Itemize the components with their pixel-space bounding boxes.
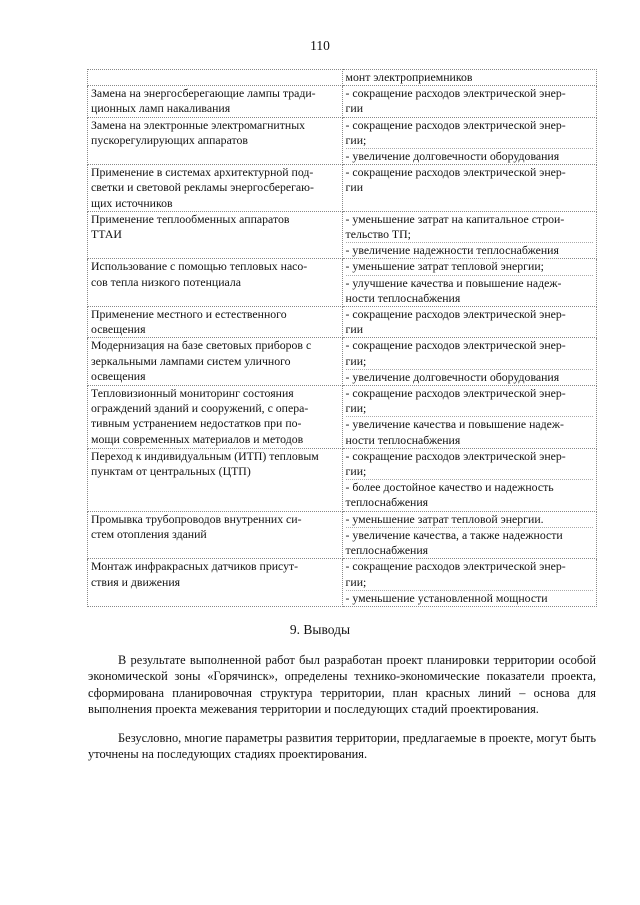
- table-row: [88, 70, 597, 86]
- measure-cell: [88, 559, 343, 607]
- measure-text: Применение теплообменных аппаратов ТТАИ: [91, 211, 290, 242]
- effect-item: - уменьшение затрат тепловой энергии;: [346, 259, 593, 275]
- effect-item: - улучшение качества и повышение надеж- ности теплоснабжения: [345, 275, 562, 305]
- measure-cell: [88, 386, 343, 449]
- effect-item: - сокращение расходов электрической энер- гии;: [346, 559, 593, 590]
- measure-text: Промывка трубопроводов внутренних си- стем отопления зданий: [91, 511, 302, 541]
- measure-cell: [88, 70, 343, 86]
- measure-text: Использование с помощью тепловых насо- сов тепла низкого потенциала: [91, 259, 308, 289]
- table-row: [88, 338, 597, 386]
- effect-cell: [342, 211, 596, 259]
- table-row: [88, 559, 597, 607]
- effect-cell: [342, 117, 596, 165]
- effect-cell: [342, 386, 596, 449]
- effect-item: - сокращение расходов электрической энер- гии;: [346, 449, 593, 480]
- page-number: 110: [310, 38, 330, 53]
- effect-item: - увеличение долговечности оборудования: [345, 369, 560, 384]
- measure-cell: [88, 448, 343, 511]
- effect-cell: [342, 511, 596, 559]
- measure-text: Применение местного и естественного освещения: [91, 307, 287, 337]
- effect-item: - сокращение расходов электрической энер- гии: [345, 165, 566, 195]
- measures-table: [87, 69, 597, 607]
- effect-cell: [342, 259, 596, 307]
- effect-item: - сокращение расходов электрической энер- гии;: [346, 386, 593, 417]
- table-row: [88, 165, 597, 212]
- effect-item: - сокращение расходов электрической энер- гии: [345, 86, 566, 116]
- table-row: [88, 117, 597, 165]
- measure-cell: [88, 511, 343, 559]
- measure-cell: [88, 259, 343, 307]
- measure-cell: [88, 165, 343, 212]
- effect-item: - увеличение качества, а также надежности теплоснабжения: [345, 527, 563, 558]
- effect-cell: [342, 165, 596, 212]
- table-row: [88, 86, 597, 117]
- effect-item: монт электроприемников: [345, 70, 473, 84]
- conclusion-paragraph-2: Безусловно, многие параметры развития территории, предлагаемые в проекте, могут быть уточнены на последующих стадиях проектирования.: [88, 731, 596, 762]
- section-heading: 9. Выводы: [289, 622, 351, 637]
- effect-item: - увеличение долговечности оборудования: [345, 149, 560, 164]
- table-row: [88, 259, 597, 307]
- table-row: [88, 511, 597, 559]
- effect-cell: [342, 559, 596, 607]
- measure-cell: [88, 211, 343, 259]
- effect-item: - уменьшение затрат на капитальное строи- тельство ТП;: [346, 212, 593, 243]
- measure-text: Модернизация на базе световых приборов с зеркальными лампами систем уличного освещения: [91, 338, 312, 383]
- measure-cell: [88, 307, 343, 338]
- measure-text: Переход к индивидуальным (ИТП) тепловым пунктам от центральных (ЦТП): [91, 448, 319, 479]
- effect-item: - уменьшение затрат тепловой энергии.: [346, 512, 593, 528]
- table-row: [88, 448, 597, 511]
- table-row: [88, 211, 597, 259]
- effect-item: - сокращение расходов электрической энер- гии: [345, 307, 566, 337]
- table-row: [88, 386, 597, 449]
- measure-text: Тепловизионный мониторинг состояния ограждений зданий и сооружений, с опера- тивным устранением недостатков при по- мощи современных материалов и методов: [91, 386, 309, 446]
- effect-item: - увеличение надежности теплоснабжения: [345, 243, 559, 258]
- measure-cell: [88, 86, 343, 117]
- effect-cell: [342, 70, 596, 86]
- effect-item: - более достойное качество и надежность теплоснабжения: [345, 480, 554, 510]
- conclusion-paragraph-1: В результате выполненной работ был разработан проект планировки территории особой экономической зоны «Горячинск», определены технико-экономические показатели проекта, сформирована планировочная структура территории, план красных линий – основа для выполнения проекта межевания территории и последующих стадий проектирования.: [88, 653, 596, 716]
- measure-text: Замена на электронные электромагнитных пускорегулирующих аппаратов: [91, 117, 306, 147]
- measure-cell: [88, 117, 343, 165]
- effect-cell: [342, 307, 596, 338]
- effect-item: - сокращение расходов электрической энер- гии;: [346, 338, 593, 369]
- effect-item: - уменьшение установленной мощности: [345, 590, 548, 605]
- table-row: [88, 307, 597, 338]
- effect-cell: [342, 448, 596, 511]
- effect-cell: [342, 338, 596, 386]
- effect-item: - сокращение расходов электрической энер- гии;: [346, 118, 593, 149]
- measure-text: Применение в системах архитектурной под- светки и световой рекламы энергосберегаю- щих источников: [91, 165, 314, 210]
- measure-cell: [88, 338, 343, 386]
- effect-cell: [342, 86, 596, 117]
- effect-item: - увеличение качества и повышение надеж- ности теплоснабжения: [345, 417, 564, 447]
- measure-text: Замена на энергосберегающие лампы тради- ционных ламп накаливания: [91, 86, 316, 116]
- measure-text: Монтаж инфракрасных датчиков присут- ствия и движения: [91, 559, 299, 589]
